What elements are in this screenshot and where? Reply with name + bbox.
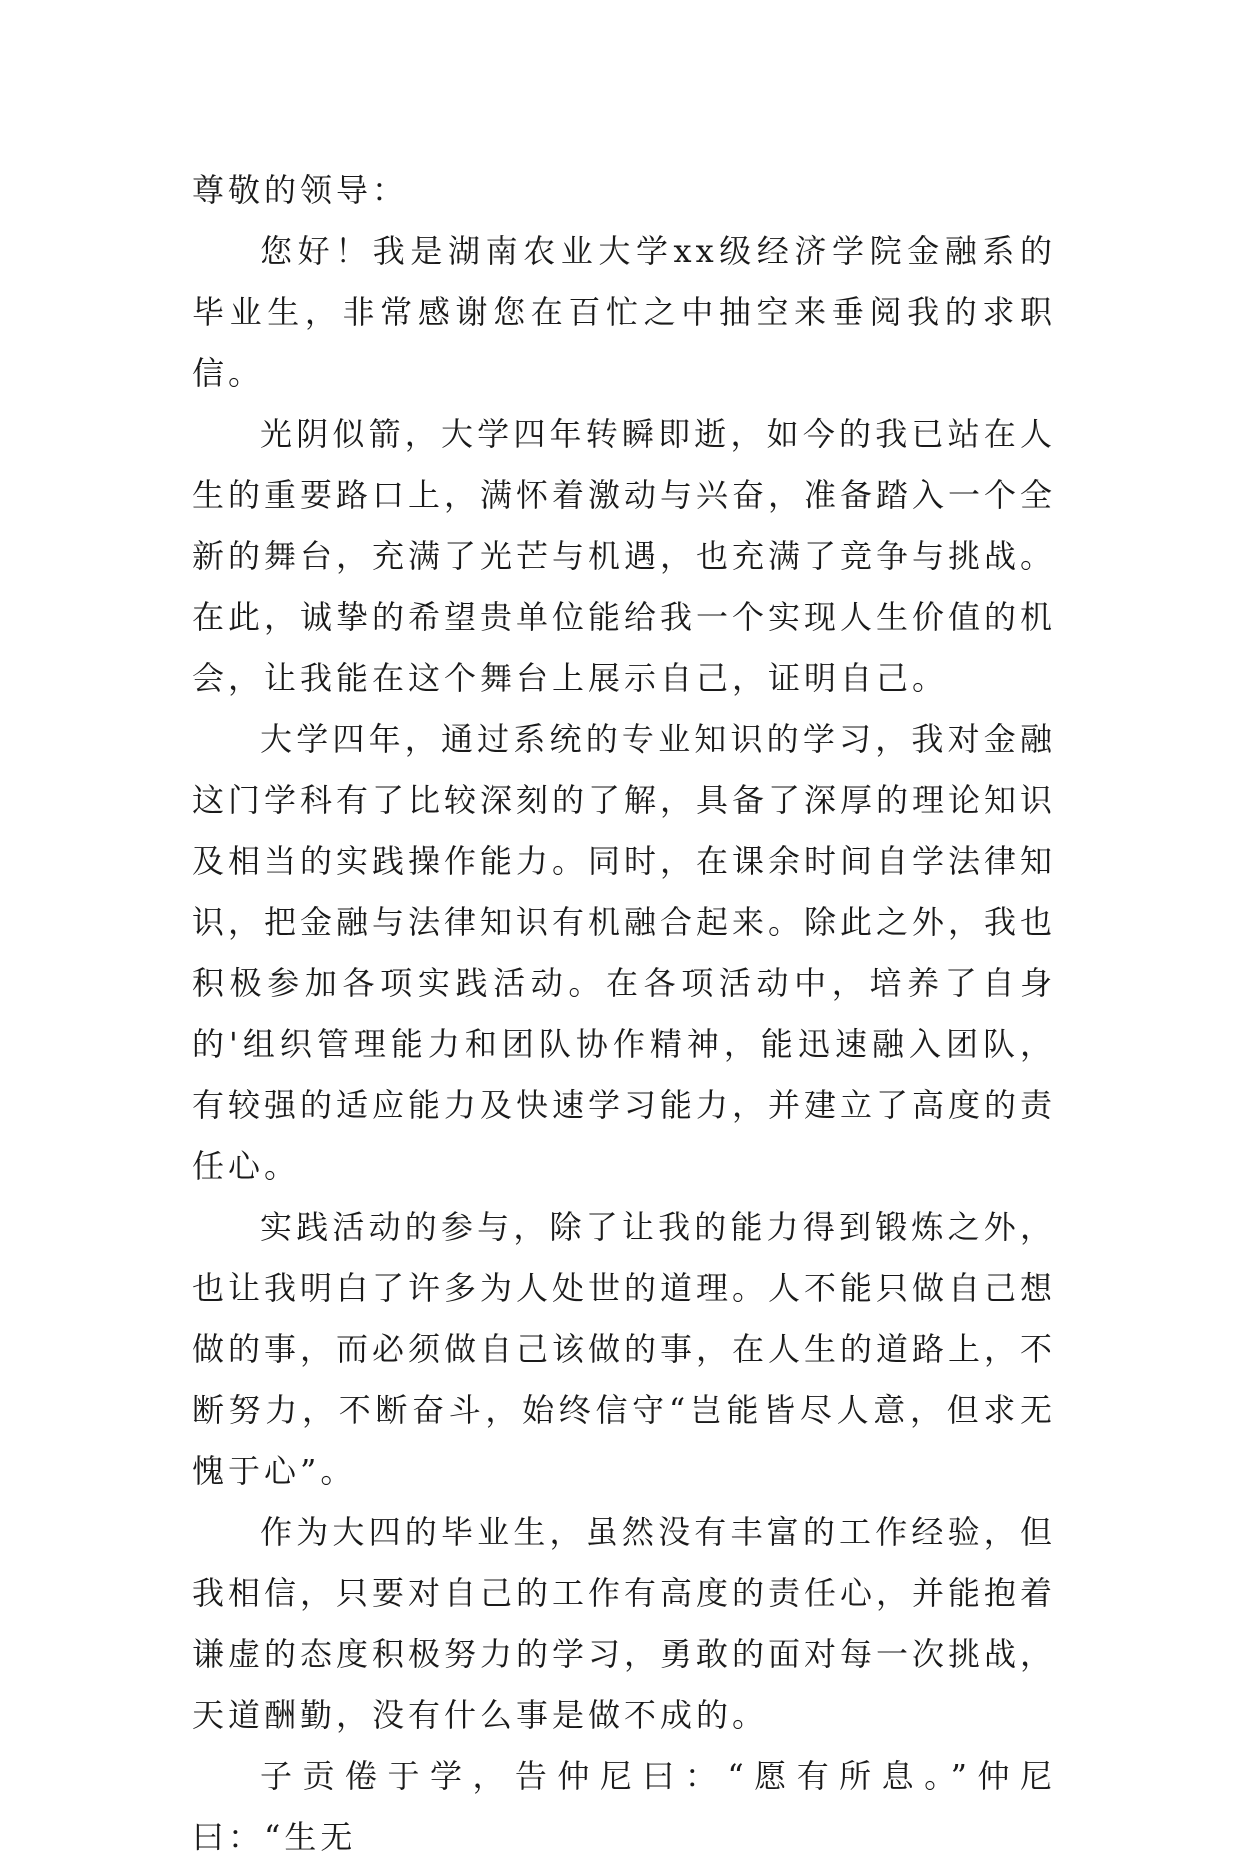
paragraph-education: 大学四年，通过系统的专业知识的学习，我对金融这门学科有了比较深刻的了解，具备了深厚的理论知识及相当的实践操作能力。同时，在课余时间自学法律知识，把金融与法律知识有机融合起来。除此之外，我也积极参加各项实践活动。在各项活动中，培养了自身的'组织管理能力和团队协作精神，能迅速融入团队，有较强的适应能力及快速学习能力，并建立了高度的责任心。	[192, 720, 1057, 1185]
paragraph-practice: 实践活动的参与，除了让我的能力得到锻炼之外，也让我明白了许多为人处世的道理。人不能只做自己想做的事，而必须做自己该做的事，在人生的道路上，不断努力，不断奋斗，始终信守“岂能皆尽人意，但求无愧于心”。	[192, 1208, 1057, 1490]
paragraph-attitude: 作为大四的毕业生，虽然没有丰富的工作经验，但我相信，只要对自己的工作有高度的责任心，并能抱着谦虚的态度积极努力的学习，勇敢的面对每一次挑战，天道酬勤，没有什么事是做不成的。	[192, 1513, 1057, 1734]
letter-body	[192, 160, 1056, 1868]
salutation: 尊敬的领导：	[192, 171, 409, 209]
paragraph-introduction: 光阴似箭，大学四年转瞬即逝，如今的我已站在人生的重要路口上，满怀着激动与兴奋，准备踏入一个全新的舞台，充满了光芒与机遇，也充满了竞争与挑战。在此，诚挚的希望贵单位能给我一个实现人生价值的机会，让我能在这个舞台上展示自己，证明自己。	[192, 415, 1057, 697]
paragraph-quote: 子贡倦于学，告仲尼曰：“愿有所息。”仲尼曰：“生无	[192, 1757, 1056, 1856]
paragraph-greeting: 您好！我是湖南农业大学xx级经济学院金融系的毕业生，非常感谢您在百忙之中抽空来垂阅我的求职信。	[192, 232, 1056, 392]
